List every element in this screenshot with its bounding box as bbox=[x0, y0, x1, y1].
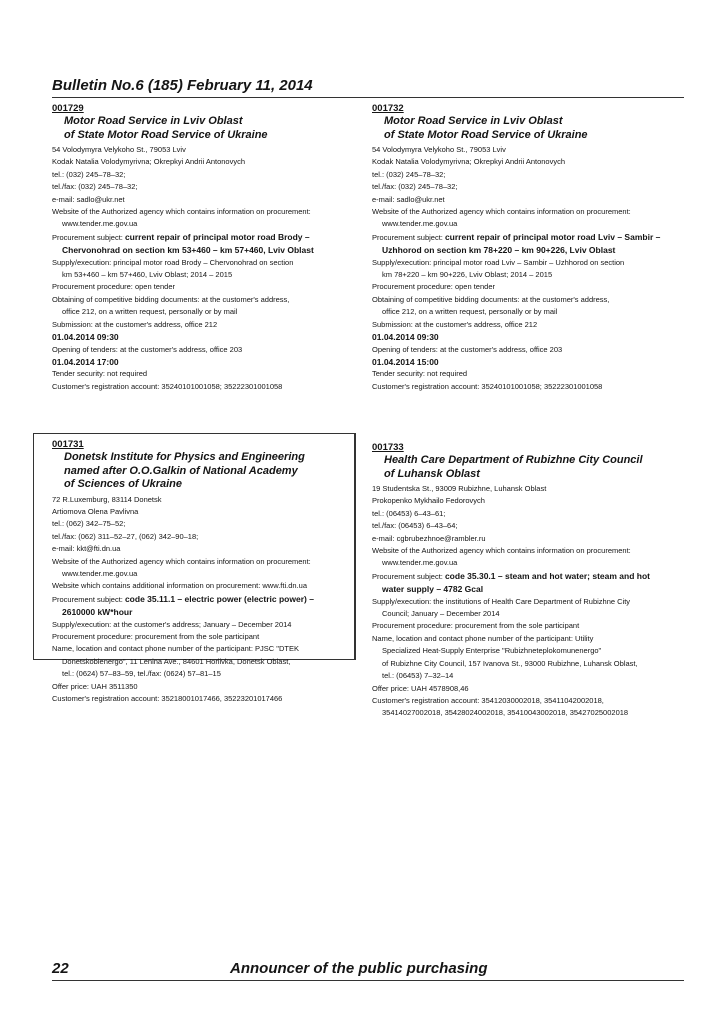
participant-cont: of Rubizhne City Council, 157 Ivanova St., 93000 Rubizhne, Luhansk Oblast, bbox=[382, 658, 638, 668]
subject-label: Procurement subject: bbox=[372, 571, 445, 581]
email: e-mail: sadlo@ukr.net bbox=[52, 194, 125, 204]
notice-id: 001731 bbox=[52, 439, 84, 450]
participant: Name, location and contact phone number of the participant: Utility bbox=[372, 633, 594, 643]
obtaining: Obtaining of competitive bidding documents: at the customer's address, bbox=[52, 294, 290, 304]
submission: Submission: at the customer's address, office 212 bbox=[52, 319, 218, 329]
contacts: Kodak Natalia Volodymyrivna; Okrepkyi Andrii Antonovych bbox=[372, 157, 566, 167]
notice-001731 bbox=[52, 439, 357, 705]
participant-cont: Donetskoblenergo", 11 Lenina Ave., 84601 Horlivka, Donetsk Oblast, bbox=[62, 656, 291, 666]
address: 19 Studentska St., 93009 Rubizhne, Luhansk Oblast bbox=[372, 484, 547, 493]
security: Tender security: not required bbox=[52, 369, 148, 379]
supply-cont: km 78+220 – km 90+226, Lviv Oblast; 2014 – 2015 bbox=[382, 270, 553, 280]
website-label: Website of the Authorized agency which contains information on procurement: bbox=[52, 556, 311, 566]
account: Customer's registration account: 35412030002018, 35411042002018, bbox=[372, 695, 604, 705]
offer-price: Offer price: UAH 4578908,46 bbox=[372, 683, 469, 693]
participant-cont: tel.: (06453) 7–32–14 bbox=[382, 671, 454, 681]
procedure: Procurement procedure: procurement from the sole participant bbox=[52, 631, 260, 641]
bulletin-header-title: Bulletin No.6 (185) February 11, 2014 bbox=[52, 77, 313, 94]
notice-id: 001729 bbox=[52, 103, 84, 114]
website-label: Website of the Authorized agency which contains information on procurement: bbox=[52, 207, 311, 217]
website-link[interactable]: www.tender.me.gov.ua bbox=[62, 219, 138, 229]
opening-date: 01.04.2014 17:00 bbox=[52, 356, 119, 367]
notice-title-line: Motor Road Service in Lviv Oblast bbox=[384, 115, 563, 127]
account: Customer's registration account: 35240101001058; 35222301001058 bbox=[52, 381, 283, 391]
notice-title-line: of State Motor Road Service of Ukraine bbox=[384, 128, 588, 141]
procurement-subject bbox=[52, 231, 357, 244]
procedure: Procurement procedure: open tender bbox=[372, 282, 495, 292]
notice-title-line: named after O.O.Galkin of National Academy bbox=[64, 464, 298, 477]
submission: Submission: at the customer's address, office 212 bbox=[372, 319, 538, 329]
procurement-subject bbox=[52, 593, 357, 606]
notice-title-line: of Luhansk Oblast bbox=[384, 467, 480, 480]
email: e-mail: sadlo@ukr.net bbox=[372, 194, 445, 204]
notice-title-line: of State Motor Road Service of Ukraine bbox=[64, 128, 268, 141]
account: Customer's registration account: 35240101001058; 35222301001058 bbox=[372, 381, 603, 391]
participant-cont: Specialized Heat-Supply Enterprise "Rubizhneteplokomunenergo" bbox=[382, 646, 602, 656]
opening: Opening of tenders: at the customer's address, office 203 bbox=[372, 344, 563, 354]
obtaining: Obtaining of competitive bidding documents: at the customer's address, bbox=[372, 294, 610, 304]
subject-label: Procurement subject: bbox=[52, 232, 125, 242]
telfax: tel./fax: (062) 311–52–27, (062) 342–90–18; bbox=[52, 531, 199, 541]
subject-value: code 35.30.1 – steam and hot water; steam and hot bbox=[444, 570, 650, 581]
tel: tel.: (062) 342–75–52; bbox=[52, 519, 126, 529]
account: Customer's registration account: 35218001017466, 35223201017466 bbox=[52, 694, 283, 703]
supply-cont: km 53+460 – km 57+460, Lviv Oblast; 2014 – 2015 bbox=[62, 270, 233, 280]
subject-value: code 35.11.1 – electric power (electric power) – bbox=[124, 593, 314, 604]
address: 72 R.Luxemburg, 83114 Donetsk bbox=[52, 494, 162, 504]
procedure: Procurement procedure: procurement from the sole participant bbox=[372, 621, 580, 631]
notice-001733 bbox=[372, 442, 677, 720]
telfax: tel./fax: (032) 245–78–32; bbox=[52, 182, 138, 192]
address: 54 Volodymyra Velykoho St., 79053 Lviv bbox=[372, 145, 506, 154]
tel: tel.: (032) 245–78–32; bbox=[372, 169, 446, 179]
notice-id: 001732 bbox=[372, 103, 404, 114]
notice-title-line: Health Care Department of Rubizhne City Council bbox=[384, 454, 643, 466]
subject-label: Procurement subject: bbox=[372, 232, 445, 242]
supply: Supply/execution: principal motor road Lviv – Sambir – Uzhhorod on section bbox=[372, 257, 625, 267]
subject-label: Procurement subject: bbox=[52, 594, 125, 604]
subject-value-cont: Uzhhorod on section km 78+220 – km 90+226, Lviv Oblast bbox=[382, 245, 616, 256]
obtaining-cont: office 212, on a written request, personally or by mail bbox=[382, 307, 558, 317]
contacts: Artiomova Olena Pavlivna bbox=[52, 506, 139, 516]
footer-title: Announcer of the public purchasing bbox=[230, 960, 488, 977]
subject-value-cont: water supply – 4782 Gcal bbox=[382, 584, 484, 595]
website-label: Website of the Authorized agency which contains information on procurement: bbox=[372, 546, 631, 556]
page-number: 22 bbox=[52, 960, 69, 977]
submission-date: 01.04.2014 09:30 bbox=[372, 332, 439, 343]
address: 54 Volodymyra Velykoho St., 79053 Lviv bbox=[52, 145, 186, 154]
obtaining-cont: office 212, on a written request, personally or by mail bbox=[62, 307, 238, 317]
procurement-subject bbox=[372, 231, 677, 244]
participant: Name, location and contact phone number of the participant: PJSC "DTEK bbox=[52, 644, 299, 654]
tel: tel.: (06453) 6–43–61; bbox=[372, 508, 446, 518]
account-cont: 35414027002018, 35428024002018, 35410043002018, 35427025002018 bbox=[382, 708, 629, 718]
website-label: Website of the Authorized agency which contains information on procurement: bbox=[372, 207, 631, 217]
notice-id: 001733 bbox=[372, 442, 404, 453]
participant-cont: tel.: (0624) 57–83–59, tel./fax: (0624) 57–81–15 bbox=[62, 669, 221, 679]
security: Tender security: not required bbox=[372, 369, 468, 379]
website-link[interactable]: www.tender.me.gov.ua bbox=[382, 558, 458, 568]
email: e-mail: cgbrubezhnoe@rambler.ru bbox=[372, 533, 486, 543]
offer-price: Offer price: UAH 3511350 bbox=[52, 681, 138, 691]
website-link[interactable]: www.tender.me.gov.ua bbox=[382, 219, 458, 229]
footer-divider bbox=[52, 980, 684, 981]
notice-001729 bbox=[52, 103, 357, 393]
supply: Supply/execution: principal motor road Brody – Chervonohrad on section bbox=[52, 257, 294, 267]
notice-001732 bbox=[372, 103, 677, 393]
notice-title-line: Motor Road Service in Lviv Oblast bbox=[64, 115, 243, 127]
supply-cont: Council; January – December 2014 bbox=[382, 609, 500, 619]
submission-date: 01.04.2014 09:30 bbox=[52, 332, 119, 343]
email: e-mail: kkt@fti.dn.ua bbox=[52, 544, 121, 554]
tel: tel.: (032) 245–78–32; bbox=[52, 169, 126, 179]
subject-value: current repair of principal motor road Lviv – Sambir – bbox=[444, 231, 661, 242]
telfax: tel./fax: (032) 245–78–32; bbox=[372, 182, 458, 192]
notice-title-line: of Sciences of Ukraine bbox=[64, 478, 182, 490]
website-link[interactable]: www.tender.me.gov.ua bbox=[62, 568, 138, 578]
subject-value-cont: 2610000 kW*hour bbox=[62, 607, 133, 618]
subject-value: current repair of principal motor road Brody – bbox=[124, 231, 310, 242]
telfax: tel./fax: (06453) 6–43–64; bbox=[372, 521, 458, 531]
website-additional: Website which contains additional information on procurement: www.fti.dn.ua bbox=[52, 581, 307, 591]
subject-value-cont: Chervonohrad on section km 53+460 – km 57+460, Lviv Oblast bbox=[62, 245, 314, 256]
notice-title-line: Donetsk Institute for Physics and Engineering bbox=[64, 451, 305, 463]
contacts: Kodak Natalia Volodymyrivna; Okrepkyi Andrii Antonovych bbox=[52, 157, 246, 167]
procedure: Procurement procedure: open tender bbox=[52, 282, 175, 292]
header-divider bbox=[52, 97, 684, 98]
opening: Opening of tenders: at the customer's address, office 203 bbox=[52, 344, 243, 354]
procurement-subject bbox=[372, 570, 677, 583]
contacts: Prokopenko Mykhailo Fedorovych bbox=[372, 496, 485, 506]
supply: Supply/execution: the institutions of Health Care Department of Rubizhne City bbox=[372, 596, 631, 606]
supply: Supply/execution: at the customer's address; January – December 2014 bbox=[52, 619, 292, 629]
opening-date: 01.04.2014 15:00 bbox=[372, 356, 439, 367]
